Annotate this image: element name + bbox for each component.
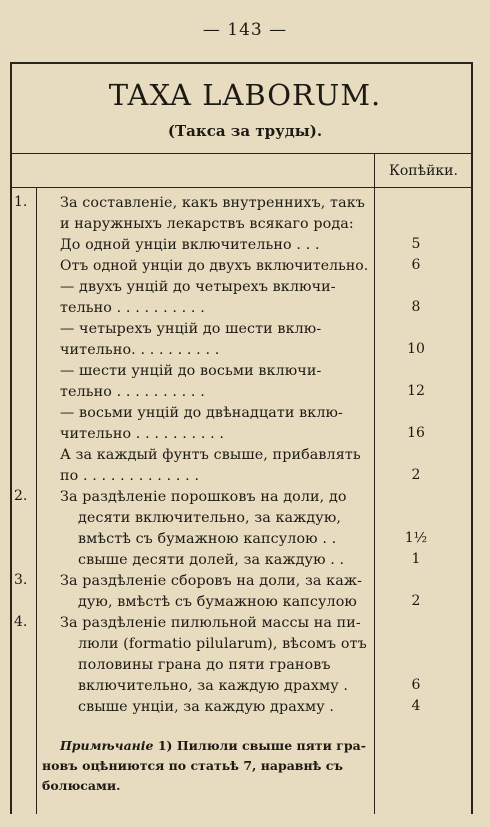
- note-text-1: 1) Пилюли свыше пяти гра-: [153, 738, 366, 753]
- page-subtitle: (Такса за труды).: [167, 122, 323, 140]
- row-price: 4: [411, 698, 421, 714]
- row-text: чительно. . . . . . . . . .: [60, 342, 220, 358]
- row-price: 2: [411, 593, 421, 609]
- row-text: тельно . . . . . . . . . .: [60, 300, 205, 316]
- row-text: десяти включительно, за каждую,: [78, 510, 342, 526]
- row-text: А за каждый фунтъ свыше, прибавлять: [60, 447, 361, 463]
- row-text: — восьми унцій до двѣнадцати вклю-: [60, 405, 343, 421]
- row-price: 5: [411, 236, 421, 252]
- header-rule-top: [12, 153, 471, 154]
- note-line-1: [60, 738, 366, 753]
- row-price: 1: [411, 551, 421, 567]
- row-price: 12: [407, 383, 425, 399]
- row-text: чительно . . . . . . . . . .: [60, 426, 225, 442]
- row-text: За раздѣленіе сборовъ на доли, за каж-: [60, 573, 363, 589]
- row-text: вмѣстѣ съ бумажною капсулою . .: [78, 531, 337, 547]
- row-text: тельно . . . . . . . . . .: [60, 384, 205, 400]
- row-text: свыше десяти долей, за каждую . .: [78, 552, 345, 568]
- row-text: За раздѣленіе пилюльной массы на пи-: [60, 615, 361, 631]
- row-price: 6: [411, 677, 421, 693]
- item-number: 2.: [14, 488, 28, 504]
- row-text: — шести унцій до восьми включи-: [60, 363, 322, 379]
- row-text: половины грана до пяти грановъ: [78, 657, 331, 673]
- kopecks-column-header: Копѣйки.: [389, 163, 458, 179]
- row-text: — двухъ унцій до четырехъ включи-: [60, 279, 336, 295]
- item-number: 3.: [14, 572, 28, 588]
- note-label: Примѣчаніе: [60, 738, 154, 753]
- note-line-3: болюсами.: [42, 778, 121, 793]
- row-text: и наружныхъ лекарствъ всякаго рода:: [60, 216, 354, 232]
- item-number: 4.: [14, 614, 28, 630]
- header-rule-bottom: [12, 187, 471, 188]
- row-price: 16: [407, 425, 425, 441]
- row-text: свыше унціи, за каждую драхму .: [78, 699, 335, 715]
- page-title: TAXA LABORUM.: [108, 78, 382, 112]
- row-text: До одной унціи включительно . . .: [60, 237, 320, 253]
- row-text: по . . . . . . . . . . . . .: [60, 468, 200, 484]
- row-text: включительно, за каждую драхму .: [78, 678, 349, 694]
- row-text: За раздѣленіе порошковъ на доли, до: [60, 489, 347, 505]
- row-text: Отъ одной унціи до двухъ включительно.: [60, 258, 369, 274]
- row-price: 8: [411, 299, 421, 315]
- row-price: 1½: [404, 530, 428, 546]
- item-number: 1.: [14, 194, 28, 210]
- note-line-2: новъ оцѣниются по статьѣ 7, наравнѣ съ: [42, 758, 343, 773]
- row-price: 6: [411, 257, 421, 273]
- column-divider: [374, 153, 375, 814]
- row-text: люли (formatio pilularum), вѣсомъ отъ: [78, 636, 367, 652]
- page-number: — 143 —: [202, 20, 288, 40]
- row-text: — четырехъ унцій до шести вклю-: [60, 321, 322, 337]
- row-text: дую, вмѣстѣ съ бумажною капсулою: [78, 594, 357, 610]
- number-column-divider: [36, 187, 37, 814]
- row-price: 10: [407, 341, 425, 357]
- row-price: 2: [411, 467, 421, 483]
- row-text: За составленіе, какъ внутреннихъ, такъ: [60, 195, 365, 211]
